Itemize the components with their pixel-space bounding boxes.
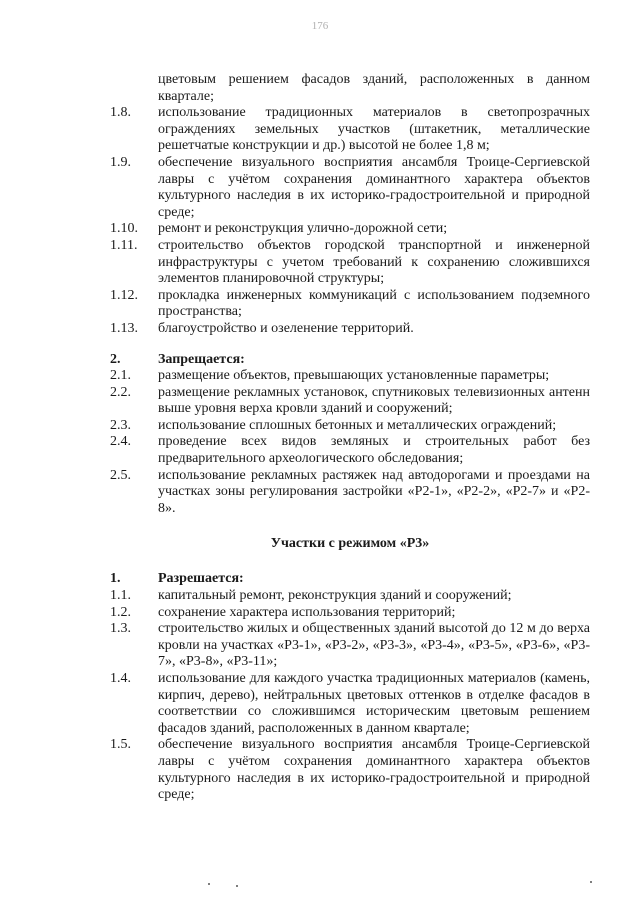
list-item xyxy=(110,621,590,671)
scan-speck xyxy=(236,885,238,887)
item-number: 2.5. xyxy=(110,467,131,483)
list-block-1 xyxy=(110,72,590,338)
item-number: 2.2. xyxy=(110,384,131,400)
list-item xyxy=(110,155,590,221)
section-title: Участки с режимом «Р3» xyxy=(270,536,430,552)
item-text: строительство объектов городской транспортной и инженерной инфраструктуры с учетом требований к сохранению сложившихся элементов планировочной структуры; xyxy=(158,237,590,287)
item-text: благоустройство и озеленение территорий. xyxy=(158,320,414,336)
item-text: использование традиционных материалов в светопрозрачных ограждениях земельных участков (штакетник, металлические решетчатые конструкции и др.) высотой не более 1,8 м; xyxy=(158,105,590,154)
item-number: 1.4. xyxy=(110,671,131,686)
list-item xyxy=(110,588,590,605)
list-item xyxy=(110,605,590,622)
item-number: 1.2. xyxy=(110,604,131,620)
list-item xyxy=(110,385,590,418)
item-text: размещение объектов, превышающих установленные параметры; xyxy=(158,368,550,384)
scan-speck xyxy=(590,881,592,883)
item-number: 1.1. xyxy=(110,588,131,604)
list-item xyxy=(110,368,590,385)
item-number: 1.12. xyxy=(110,287,138,303)
item-text: капитальный ремонт, реконструкция зданий и сооружений; xyxy=(158,588,512,604)
page-number: 176 xyxy=(311,20,329,32)
item-number: 1.13. xyxy=(110,320,138,336)
item-number: 1.11. xyxy=(110,237,138,253)
item-number: 1.3. xyxy=(110,621,131,637)
item-text: обеспечение визуального восприятия ансамбля Троице-Сергиевской лавры с учётом сохранения доминантного характера объектов культурного наследия в их историко-градостроительной и природной среде; xyxy=(158,154,590,220)
item-number: 1.10. xyxy=(110,221,138,237)
list-item xyxy=(110,671,590,737)
heading-number: 2. xyxy=(110,351,121,367)
list-block-2 xyxy=(110,352,590,518)
list-heading xyxy=(110,571,590,588)
item-text: строительство жилых и общественных зданий высотой до 12 м до верха кровли на участках «Р3-1», «Р3-2», «Р3-3», «Р3-4», «Р3-5», «Р3-6», «Р3-7», «Р3-8», «Р3-11»; xyxy=(158,621,590,670)
item-text: использование рекламных растяжек над автодорогами и проездами на участках зоны регулирования застройки «Р2-1», «Р2-2», «Р2-7» и «Р2-8». xyxy=(158,467,590,516)
list-item xyxy=(110,221,590,238)
spacer xyxy=(110,338,590,352)
item-text: размещение рекламных установок, спутниковых телевизионных антенн выше уровня верха кровли зданий и сооружений; xyxy=(158,384,590,417)
list-block-3 xyxy=(110,571,590,803)
heading-text: Разрешается: xyxy=(158,571,244,587)
document-body xyxy=(110,72,590,804)
heading-number: 1. xyxy=(110,571,121,587)
item-text: использование для каждого участка традиционных материалов (камень, кирпич, дерево), нейтральных цветовых оттенков в отделке фасадов в соответствии со сложившимся историческим цветовым решением фасадов зданий, расположенных в данном квартале; xyxy=(158,671,590,736)
list-item xyxy=(110,238,590,288)
item-number: 2.3. xyxy=(110,417,131,433)
item-text: проведение всех видов земляных и строительных работ без предварительного археологического обследования; xyxy=(158,434,590,467)
list-item xyxy=(110,105,590,155)
item-number: 2.4. xyxy=(110,434,131,450)
item-text: прокладка инженерных коммуникаций с использованием подземного пространства; xyxy=(158,287,590,320)
list-item xyxy=(110,321,590,338)
item-text: цветовым решением фасадов зданий, расположенных в данном квартале; xyxy=(158,72,590,104)
list-item xyxy=(110,288,590,321)
list-item xyxy=(110,434,590,467)
list-item xyxy=(110,72,590,105)
scan-speck xyxy=(208,883,210,885)
item-text: ремонт и реконструкция улично-дорожной сети; xyxy=(158,221,448,237)
item-number: 1.9. xyxy=(110,154,131,170)
list-item xyxy=(110,468,590,518)
list-item xyxy=(110,418,590,435)
item-text: использование сплошных бетонных и металлических ограждений; xyxy=(158,417,557,433)
heading-text: Запрещается: xyxy=(158,351,245,367)
item-text: обеспечение визуального восприятия ансамбля Троице-Сергиевской лавры с учётом сохранения доминантного характера объектов культурного наследия в их историко-градостроительной и природной среде; xyxy=(158,737,590,803)
item-number: 2.1. xyxy=(110,368,131,384)
item-number: 1.8. xyxy=(110,105,131,121)
list-heading xyxy=(110,352,590,369)
scan-specks xyxy=(0,881,640,891)
item-number: 1.5. xyxy=(110,737,131,753)
item-text: сохранение характера использования территорий; xyxy=(158,604,456,620)
list-item xyxy=(110,737,590,803)
